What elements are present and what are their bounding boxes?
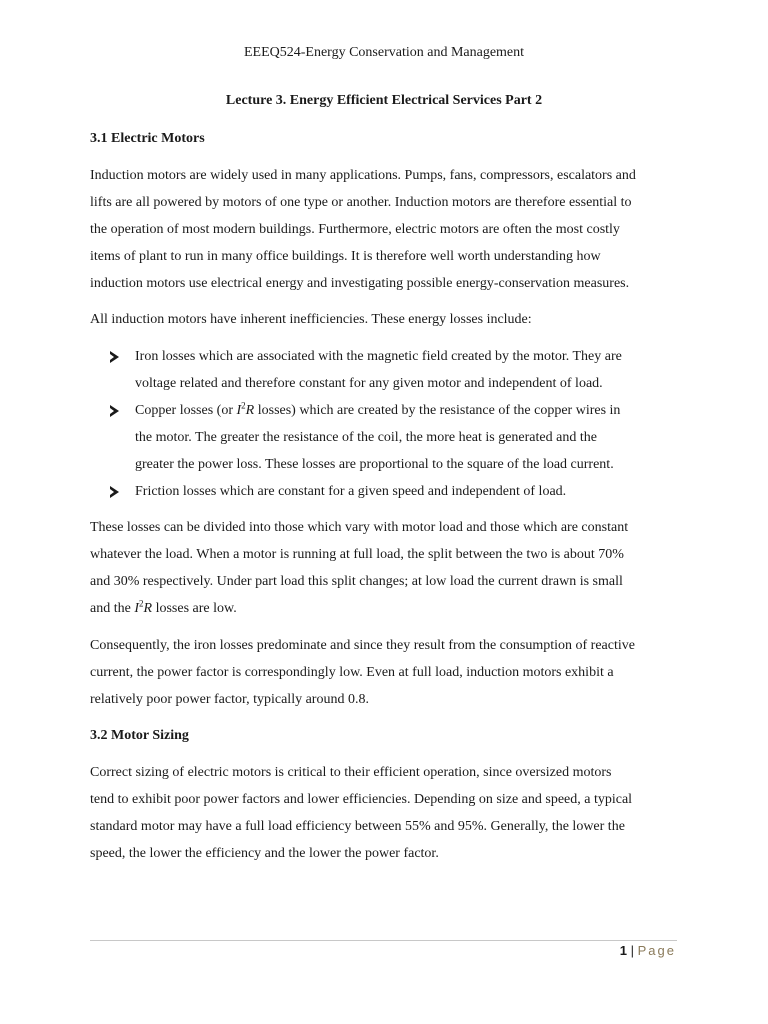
arrow-bullet-icon <box>110 486 119 498</box>
lecture-title: Lecture 3. Energy Efficient Electrical Services Part 2 <box>225 93 543 108</box>
paragraph-motor-sizing: Correct sizing of electric motors is critical to their efficient operation, since oversized motors tend to exhibit poor power factors and lower efficiencies. Depending on size and speed, a typical standard motor may have a full load efficiency between 55% and 95%. Generally, the lower the speed, the lower the efficiency and the lower the power factor. <box>90 765 633 861</box>
section-heading-motor-sizing: 3.2 Motor Sizing <box>90 728 189 743</box>
arrow-bullet-icon <box>110 351 119 363</box>
arrow-bullet-icon <box>110 405 119 417</box>
list-item-friction-losses: Friction losses which are constant for a given speed and independent of load. <box>90 478 690 505</box>
paragraph-power-factor: Consequently, the iron losses predominate and since they result from the consumption of reactive current, the power factor is correspondingly low. Even at full load, induction motors exhibit a relatively poor power factor, typically around 0.8. <box>90 638 635 707</box>
paragraph-induction-motors: Induction motors are widely used in many applications. Pumps, fans, compressors, escalators and lifts are all powered by motors of one type or another. Induction motors are therefore essential to the operation of most modern buildings. Furthermore, electric motors are often the most costly items of plant to run in many office buildings. It is therefore well worth understanding how induction motors use electrical energy and investigating possible energy-conservation measures. <box>90 168 636 291</box>
footer-divider <box>90 940 677 941</box>
paragraph-inefficiencies: All induction motors have inherent inefficiencies. These energy losses include: <box>90 312 532 327</box>
page-number: 1 <box>619 943 628 958</box>
footer-separator: | <box>627 943 638 958</box>
document-header: EEEQ524-Energy Conservation and Management <box>243 45 525 60</box>
loss-bullet-list <box>90 343 690 505</box>
list-item-copper-losses: Copper losses (or $I^2R$ losses) which are created by the resistance of the copper wires in the motor. The greater the resistance of the coil, the more heat is generated and the greater the power loss. These losses are proportional to the square of the load current. <box>90 397 690 478</box>
page-label: Page <box>637 943 676 958</box>
list-item-iron-losses: Iron losses which are associated with the magnetic field created by the motor. They are voltage related and therefore constant for any given motor and independent of load. <box>90 343 690 397</box>
section-heading-electric-motors: 3.1 Electric Motors <box>90 131 205 146</box>
paragraph-loss-split: These losses can be divided into those which vary with motor load and those which are constant whatever the load. When a motor is running at full load, the split between the two is about 70% and 30% respectively. Under part load this split changes; at low load the current drawn is small and the $I^2R$ losses are low. <box>90 520 629 616</box>
page-footer <box>620 943 676 958</box>
